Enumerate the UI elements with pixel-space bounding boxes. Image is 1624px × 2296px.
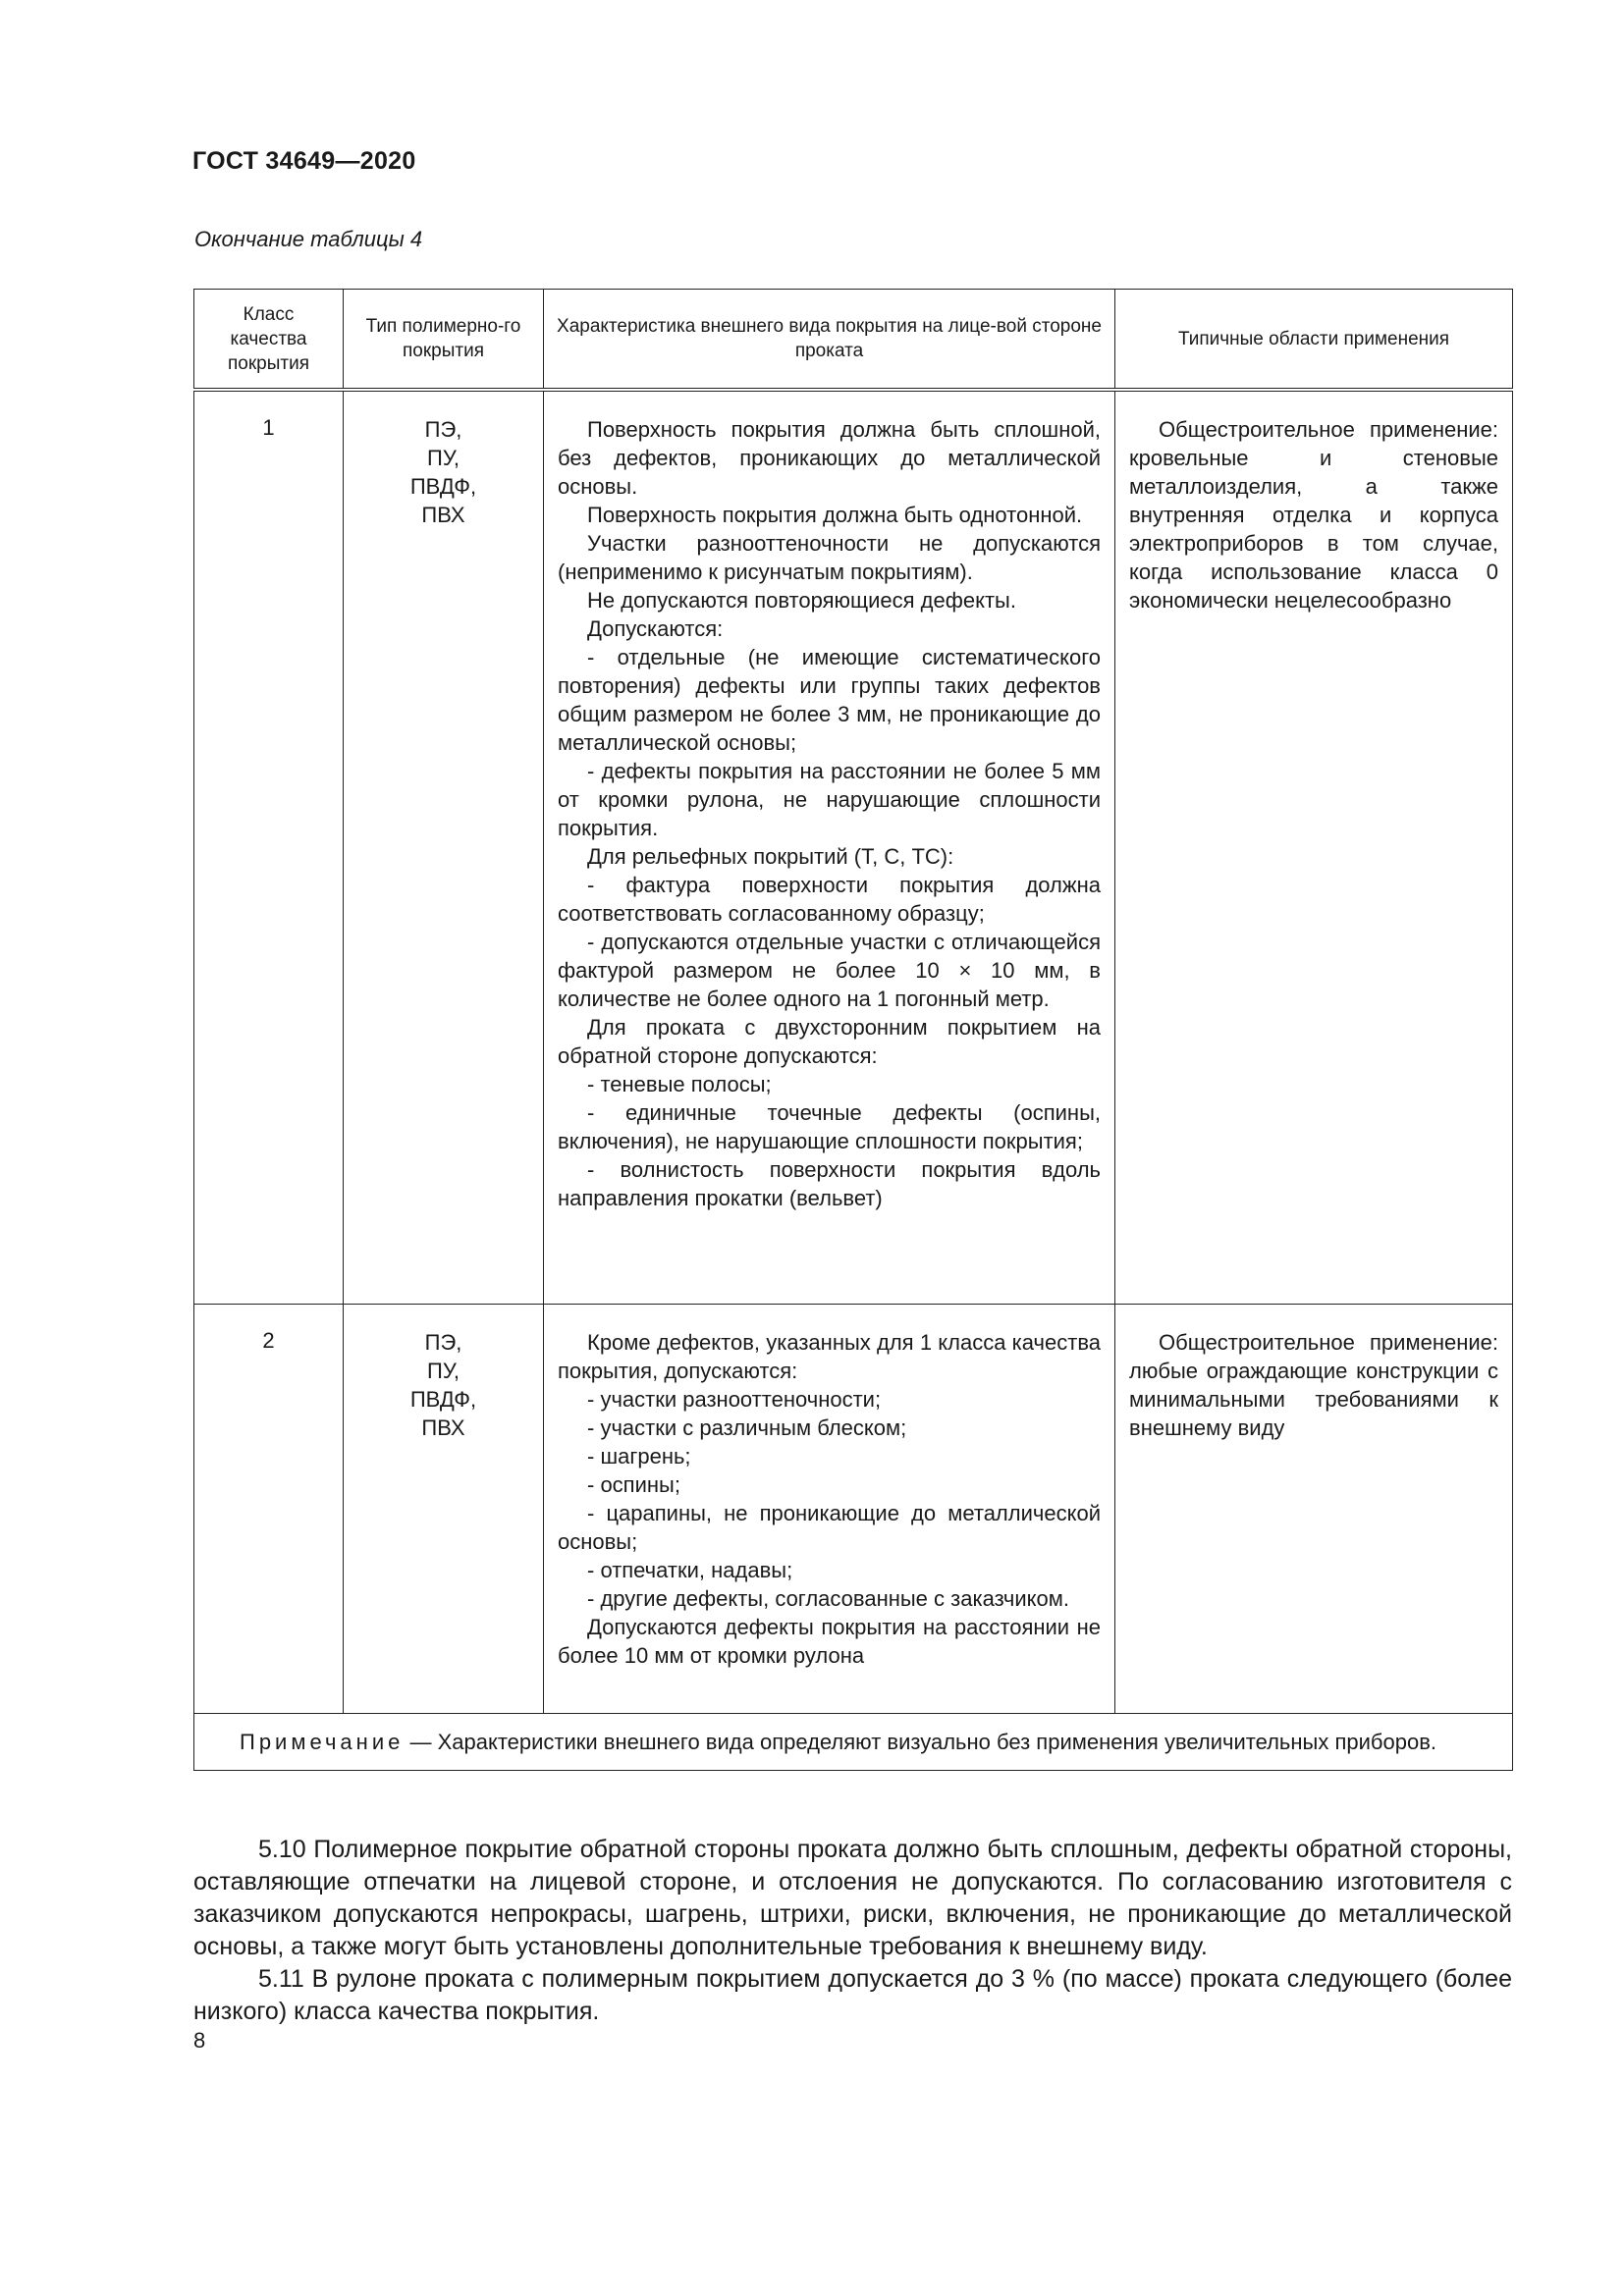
document-code: ГОСТ 34649—2020 (192, 147, 416, 175)
row-class: 1 (194, 390, 344, 1304)
row-area (1115, 1304, 1513, 1713)
desc-line: Кроме дефектов, указанных для 1 класса качества покрытия, допускаются: (558, 1329, 1101, 1383)
body-text (193, 1834, 1512, 2028)
desc-line: - другие дефекты, согласованные с заказчиком. (587, 1585, 1070, 1611)
desc-line: Поверхность покрытия должна быть однотонной. (587, 503, 1083, 527)
table-note-row (194, 1713, 1513, 1770)
table-row (194, 1304, 1513, 1713)
header-type: Тип полимерно-го покрытия (344, 290, 544, 391)
defects-table (193, 289, 1513, 1771)
desc-line: - дефекты покрытия на расстоянии не более 5 мм от кромки рулона, не нарушающие сплошности покрытия. (558, 759, 1101, 840)
header-class: Класс качества покрытия (194, 290, 344, 391)
area-text: Общестроительное применение: кровельные и стеновые металлоизделия, а также внутренняя отделка и корпуса электроприборов в том случае, когда использование класса 0 экономически нецелесообразно (1129, 417, 1498, 613)
table-caption: Окончание таблицы 4 (194, 227, 423, 251)
desc-line: - допускаются отдельные участки с отличающейся фактурой размером не более 10 × 10 мм, в количестве не более одного на 1 погонный метр. (558, 930, 1101, 1011)
desc-line: - волнистость поверхности покрытия вдоль направления прокатки (вельвет) (558, 1157, 1101, 1210)
desc-line: - отдельные (не имеющие систематического повторения) дефекты или группы таких дефектов общим размером не более 3 мм, не проникающие до металлической основы; (558, 645, 1101, 755)
desc-line: - участки разнооттеночности; (587, 1386, 882, 1412)
paragraph-5-10: 5.10 Полимерное покрытие обратной стороны проката должно быть сплошным, дефекты обратной стороны, оставляющие отпечатки на лицевой стороне, и отслоения не допускаются. По согласованию изготовителя с заказчиком допускаются непрокрасы, шагрень, штрихи, риски, включения, не проникающие до металлической основы, а также могут быть установлены дополнительные требования к внешнему виду. (193, 1836, 1512, 1960)
type-item: ПВХ (421, 1415, 465, 1440)
area-text: Общестроительное применение: любые ограждающие конструкции с минимальными требованиями к внешнему виду (1129, 1329, 1498, 1440)
page-number: 8 (193, 2028, 206, 2053)
desc-line: - участки с различным блеском; (587, 1415, 907, 1440)
desc-line: - теневые полосы; (587, 1072, 772, 1096)
table-header-row (194, 290, 1513, 391)
type-item: ПВДФ, (409, 1386, 477, 1412)
row-class: 2 (194, 1304, 344, 1713)
desc-line: - единичные точечные дефекты (оспины, включения), не нарушающие сплошности покрытия; (558, 1100, 1101, 1153)
row-type (344, 1304, 544, 1713)
type-item: ПУ, (427, 446, 460, 470)
desc-line: Поверхность покрытия должна быть сплошной, без дефектов, проникающих до металлической основы. (558, 417, 1101, 499)
type-item: ПУ, (427, 1358, 460, 1383)
desc-line: Допускаются: (587, 616, 724, 641)
row-type (344, 390, 544, 1304)
desc-line: Не допускаются повторяющиеся дефекты. (587, 588, 1016, 613)
note-label: Примечание (240, 1729, 405, 1754)
type-item: ПЭ, (424, 1329, 462, 1355)
desc-line: - шагрень; (587, 1443, 691, 1468)
row-desc (544, 390, 1115, 1304)
row-desc (544, 1304, 1115, 1713)
desc-line: Для рельефных покрытий (Т, С, ТС): (587, 844, 954, 869)
desc-line: Для проката с двухсторонним покрытием на обратной стороне допускаются: (558, 1015, 1101, 1068)
paragraph-5-11: 5.11 В рулоне проката с полимерным покрытием допускается до 3 % (по массе) проката следующего (более низкого) класса качества покрытия. (193, 1965, 1512, 2025)
desc-line: Допускаются дефекты покрытия на расстоянии не более 10 мм от кромки рулона (558, 1614, 1101, 1668)
note-text: — Характеристики внешнего вида определяют визуально без применения увеличительных приборов. (404, 1729, 1437, 1754)
desc-line: - оспины; (587, 1471, 680, 1497)
table-row (194, 390, 1513, 1304)
desc-line: - отпечатки, надавы; (587, 1557, 793, 1582)
note-paragraph (210, 1728, 1496, 1756)
desc-line: - фактура поверхности покрытия должна соответствовать согласованному образцу; (558, 873, 1101, 926)
table-note (194, 1713, 1513, 1770)
row-area (1115, 390, 1513, 1304)
desc-line: Участки разнооттеночности не допускаются (неприменимо к рисунчатым покрытиям). (558, 531, 1101, 584)
type-item: ПВХ (421, 503, 465, 527)
header-area: Типичные области применения (1115, 290, 1513, 391)
desc-line: - царапины, не проникающие до металлической основы; (558, 1500, 1101, 1554)
type-item: ПВДФ, (409, 474, 477, 499)
type-item: ПЭ, (424, 417, 462, 442)
header-desc: Характеристика внешнего вида покрытия на лице-вой стороне проката (544, 290, 1115, 391)
